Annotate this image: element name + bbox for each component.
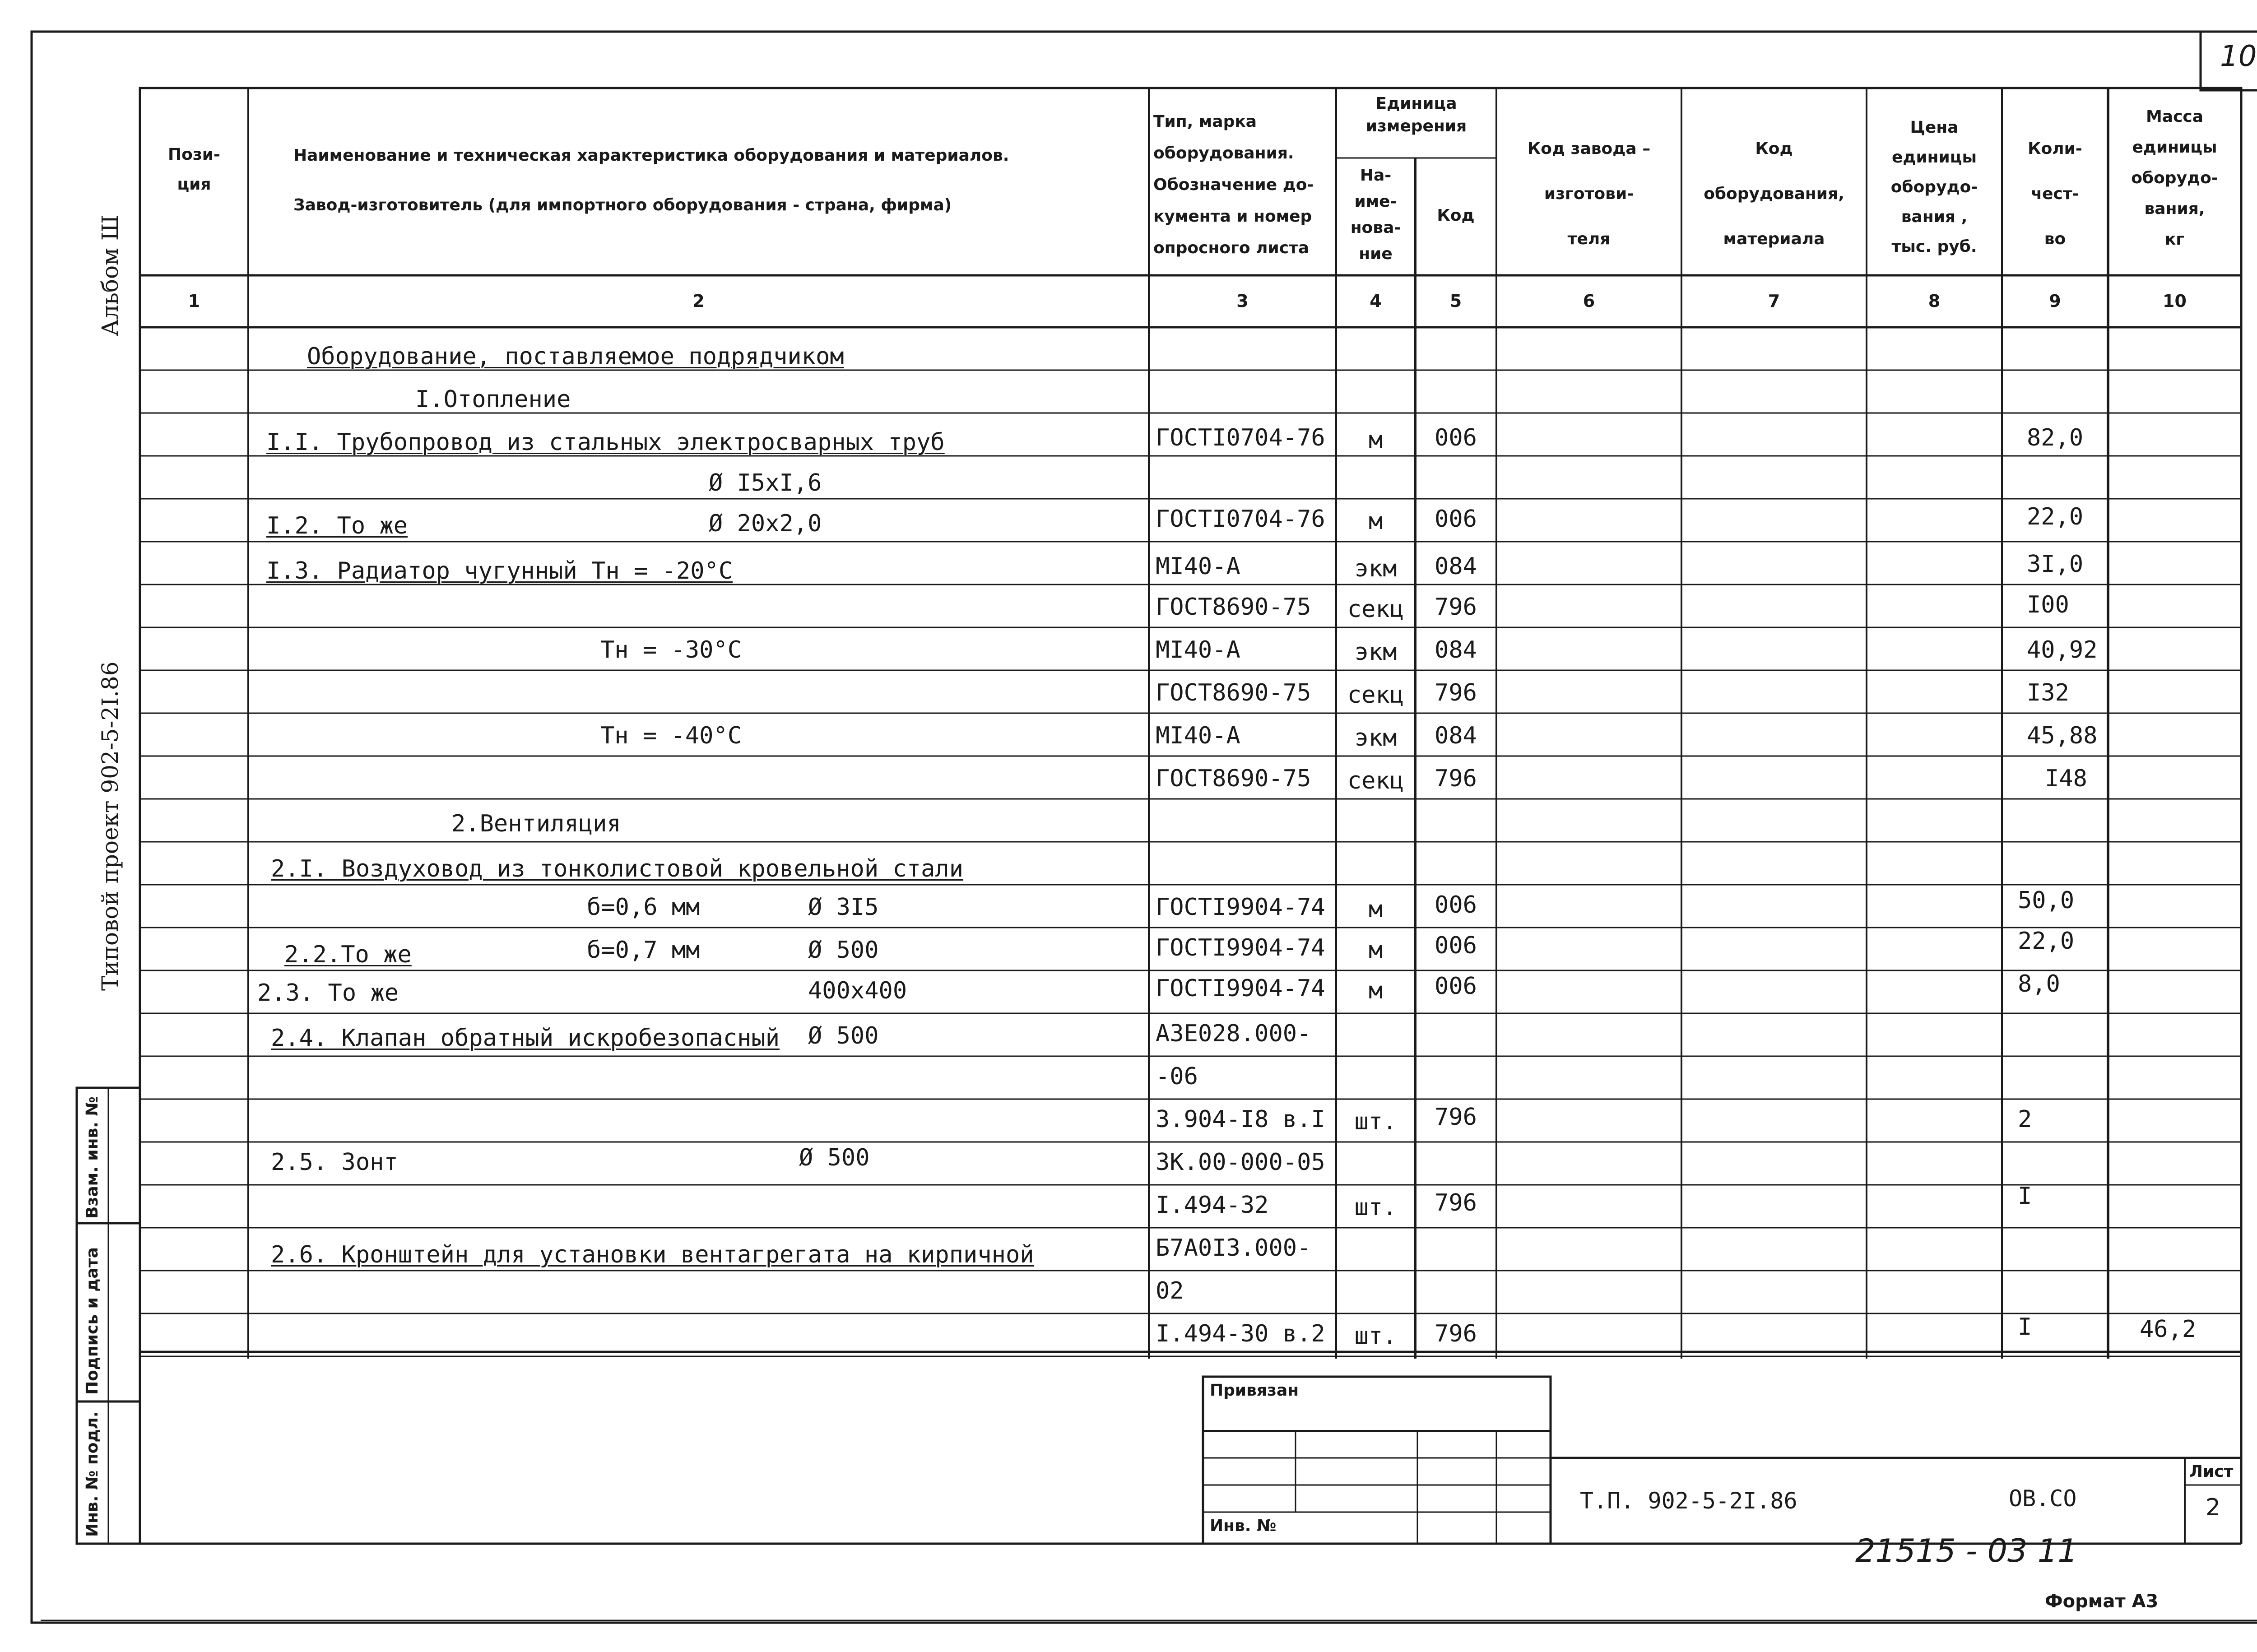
- row-code: 796: [1435, 679, 1477, 706]
- doc-code: Т.П. 902-5-2I.86: [1580, 1488, 1797, 1514]
- doc-mark: ОВ.СО: [2009, 1485, 2077, 1512]
- row-code: 796: [1435, 1189, 1477, 1216]
- row-name: I.2. То же: [266, 512, 408, 539]
- row-unit: секц: [1347, 767, 1404, 794]
- row-doc: АЗЕ028.000-: [1156, 1020, 1311, 1047]
- row-name: I.I. Трубопровод из стальных электросварных труб: [266, 429, 945, 456]
- row-code: 796: [1435, 1104, 1477, 1131]
- col-number: 9: [2049, 291, 2061, 311]
- col-number: 5: [1449, 291, 1462, 311]
- row-qty: I: [2018, 1313, 2032, 1341]
- header-col9: Коли- чест- во: [2028, 139, 2082, 248]
- sheet-number: 2: [2205, 1494, 2221, 1521]
- row-doc: ГОСТI9904-74: [1156, 975, 1325, 1002]
- row-doc: МI40-А: [1156, 553, 1240, 580]
- title-bound-label: Привязан: [1210, 1381, 1299, 1400]
- row-doc: Б7А0I3.000-: [1156, 1234, 1311, 1262]
- stamp-sign-label: Подпись и дата: [83, 1247, 102, 1395]
- row-doc: МI40-А: [1156, 636, 1240, 664]
- row-code: 006: [1435, 506, 1477, 533]
- row-qty: 40,92: [2027, 636, 2098, 664]
- row-unit: секц: [1347, 596, 1404, 623]
- row-doc: ЗК.00-000-05: [1156, 1149, 1325, 1176]
- subsection-title: 2.Вентиляция: [451, 810, 621, 837]
- row-name-extra: Ø 20x2,0: [709, 510, 822, 537]
- header-col2: Наименование и техническая характеристика оборудования и материалов. Завод-изготовитель (для импортного оборудования - страна, фирма): [293, 146, 1009, 214]
- row-mass: 46,2: [2140, 1316, 2197, 1343]
- row-unit: м: [1368, 937, 1383, 964]
- row-code: 084: [1435, 636, 1477, 664]
- row-qty: 8,0: [2018, 970, 2060, 998]
- row-code: 006: [1435, 424, 1477, 451]
- row-unit: секц: [1347, 682, 1404, 709]
- row-doc: ГОСТ8690-75: [1156, 594, 1311, 621]
- row-unit: м: [1368, 977, 1383, 1004]
- row-qty: I48: [2045, 765, 2087, 792]
- header-col10: Масса единицы оборудо- вания, кг: [2131, 107, 2218, 249]
- row-code: 796: [1435, 1320, 1477, 1347]
- row-name: 2.4. Клапан обратный искробезопасный: [271, 1025, 780, 1052]
- row-name: 2.5. Зонт: [271, 1149, 398, 1176]
- header-col6: Код завода – изготови- теля: [1527, 139, 1651, 248]
- row-code: 006: [1435, 973, 1477, 1000]
- row-code: 084: [1435, 553, 1477, 580]
- title-inv-label: Инв. №: [1210, 1517, 1277, 1535]
- header-col5: Код: [1437, 206, 1475, 225]
- format-label: Формат А3: [2045, 1591, 2159, 1612]
- header-col3: Тип, марка оборудования. Обозначение до- кумента и номер опросного листа: [1153, 112, 1314, 257]
- subsection-title: I.Отопление: [415, 386, 571, 413]
- sheet-label: Лист: [2189, 1462, 2234, 1481]
- row-qty: I32: [2027, 679, 2069, 706]
- row-qty: 45,88: [2027, 722, 2098, 749]
- handwritten-code: 21515 - 03 11: [1855, 1532, 2078, 1569]
- row-qty: 50,0: [2018, 887, 2075, 914]
- row-unit: м: [1368, 508, 1383, 535]
- row-qty: 3I,0: [2027, 551, 2084, 578]
- project-label: Типовой проект 902-5-2I.86: [97, 661, 123, 991]
- row-name: Ø I5xI,6: [709, 469, 822, 497]
- row-unit: шт.: [1354, 1108, 1397, 1135]
- header-col1: Пози- ция: [168, 145, 220, 194]
- row-name: 2.2.То же: [284, 941, 412, 968]
- col-number: 4: [1370, 291, 1382, 311]
- col-number: 6: [1583, 291, 1595, 311]
- col-number: 10: [2163, 291, 2187, 311]
- row-qty: 82,0: [2027, 424, 2084, 451]
- row-qty: 22,0: [2018, 928, 2075, 955]
- row-qty: I00: [2027, 591, 2069, 618]
- album-label: Альбом Ш: [97, 215, 123, 336]
- row-unit: м: [1368, 896, 1383, 923]
- row-doc: ГОСТI0704-76: [1156, 424, 1325, 451]
- row-doc: 3.904-I8 в.I: [1156, 1106, 1325, 1133]
- row-name: I.3. Радиатор чугунный Тн = -20°С: [266, 557, 733, 585]
- header-col8: Цена единицы оборудо- вания , тыс. руб.: [1890, 118, 1978, 256]
- sheet-corner-number: 10: [2220, 40, 2257, 73]
- row-code: 006: [1435, 891, 1477, 919]
- row-unit: экм: [1354, 724, 1397, 752]
- header-col4: На- име- нова- ние: [1350, 166, 1401, 263]
- row-unit: экм: [1354, 639, 1397, 666]
- row-code: 006: [1435, 932, 1477, 959]
- row-doc: I.494-32: [1156, 1192, 1269, 1219]
- row-name-extra: б=0,7 мм: [587, 937, 700, 964]
- row-qty: 22,0: [2027, 503, 2084, 530]
- row-unit: экм: [1354, 555, 1397, 582]
- row-doc: I.494-30 в.2: [1156, 1320, 1325, 1347]
- row-qty: I: [2018, 1183, 2032, 1210]
- header-unit-group: Единица измерения: [1365, 94, 1467, 135]
- row-code: 796: [1435, 594, 1477, 621]
- row-name-extra: Ø 500: [799, 1144, 870, 1171]
- row-name: 2.I. Воздуховод из тонколистовой кровельной стали: [271, 855, 964, 882]
- row-doc: 02: [1156, 1277, 1184, 1304]
- row-name: Тн = -30°С: [600, 636, 742, 664]
- col-number: 3: [1236, 291, 1249, 311]
- row-code: 796: [1435, 765, 1477, 792]
- header-col7: Код оборудования, материала: [1704, 139, 1844, 248]
- stamp-inv-label: Инв. № подл.: [83, 1411, 102, 1537]
- row-doc: ГОСТI9904-74: [1156, 934, 1325, 961]
- row-doc: МI40-А: [1156, 722, 1240, 749]
- section-title: Оборудование, поставляемое подрядчиком: [307, 343, 844, 370]
- row-name: 2.3. То же: [257, 979, 399, 1007]
- row-unit: м: [1368, 427, 1383, 454]
- row-name-extra: Ø 500: [808, 1022, 879, 1049]
- row-name-extra: 400x400: [808, 977, 907, 1004]
- col-number: 2: [692, 291, 705, 311]
- row-name: 2.6. Кронштейн для установки вентагрегата на кирпичной: [271, 1241, 1034, 1268]
- stamp-swap-label: Взам. инв. №: [83, 1096, 102, 1219]
- row-name-extra: Ø 3I5: [808, 894, 879, 921]
- row-unit: шт.: [1354, 1194, 1397, 1221]
- col-number: 7: [1768, 291, 1780, 311]
- row-name: б=0,6 мм: [587, 894, 700, 921]
- row-doc: ГОСТI0704-76: [1156, 506, 1325, 533]
- col-number: 8: [1928, 291, 1941, 311]
- row-doc: ГОСТ8690-75: [1156, 679, 1311, 706]
- row-qty: 2: [2018, 1106, 2032, 1133]
- row-name-extra: Ø 500: [808, 937, 879, 964]
- row-unit: шт.: [1354, 1323, 1397, 1350]
- row-doc: -06: [1156, 1063, 1198, 1090]
- row-doc: ГОСТ8690-75: [1156, 765, 1311, 792]
- row-doc: ГОСТI9904-74: [1156, 894, 1325, 921]
- col-number: 1: [188, 291, 200, 311]
- row-name: Тн = -40°С: [600, 722, 742, 749]
- row-code: 084: [1435, 722, 1477, 749]
